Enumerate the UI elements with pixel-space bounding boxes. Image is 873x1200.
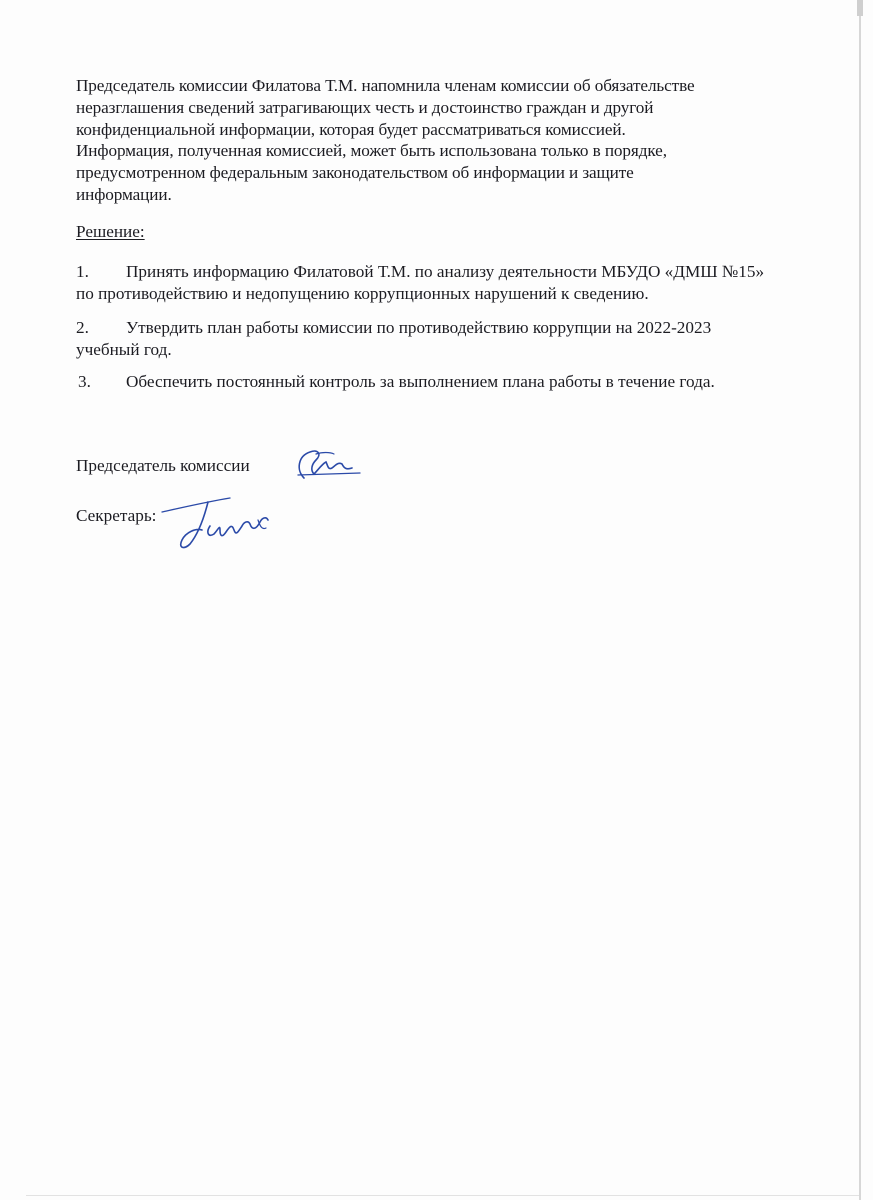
scan-bottom-line [26, 1195, 859, 1196]
decision-number: 1. [76, 262, 89, 281]
decision-first-line [78, 371, 818, 393]
decision-first-line [76, 317, 816, 339]
scan-edge-line [859, 0, 861, 1200]
decision-number: 3. [78, 372, 91, 391]
decision-text: Обеспечить постоянный контроль за выполнением плана работы в течение года. [126, 372, 715, 391]
decision-heading: Решение: [76, 222, 145, 241]
intro-line: Председатель комиссии Филатова Т.М. напомнила членам комиссии об обязательстве [76, 76, 695, 95]
decision-item [76, 317, 816, 361]
decision-text: Утвердить план работы комиссии по противодействию коррупции на 2022-2023 [126, 318, 712, 337]
decision-text: по противодействию и недопущению коррупционных нарушений к сведению. [76, 284, 649, 303]
intro-line: информации. [76, 184, 172, 204]
chair-signature-label: Председатель комиссии [76, 456, 250, 475]
decision-text: Принять информацию Филатовой Т.М. по анализу деятельности МБУДО «ДМШ №15» [126, 262, 765, 281]
intro-line: неразглашения сведений затрагивающих честь и достоинство граждан и другой [76, 97, 654, 117]
intro-line: предусмотренном федеральным законодательством об информации и защите [76, 163, 634, 183]
intro-line: Информация, полученная комиссией, может быть использована только в порядке, [76, 141, 667, 161]
decision-item [78, 371, 818, 393]
secretary-signature-label: Секретарь: [76, 506, 157, 525]
intro-line: конфиденциальной информации, которая будет рассматриваться комиссией. [76, 119, 626, 139]
scan-corner-mark [857, 0, 863, 16]
decision-number: 2. [76, 318, 89, 337]
chair-signature-icon [288, 440, 368, 490]
decision-first-line [76, 261, 816, 283]
decision-text: учебный год. [76, 340, 172, 359]
decision-item [76, 261, 816, 305]
intro-paragraph [76, 75, 776, 206]
secretary-signature-icon [150, 490, 280, 560]
